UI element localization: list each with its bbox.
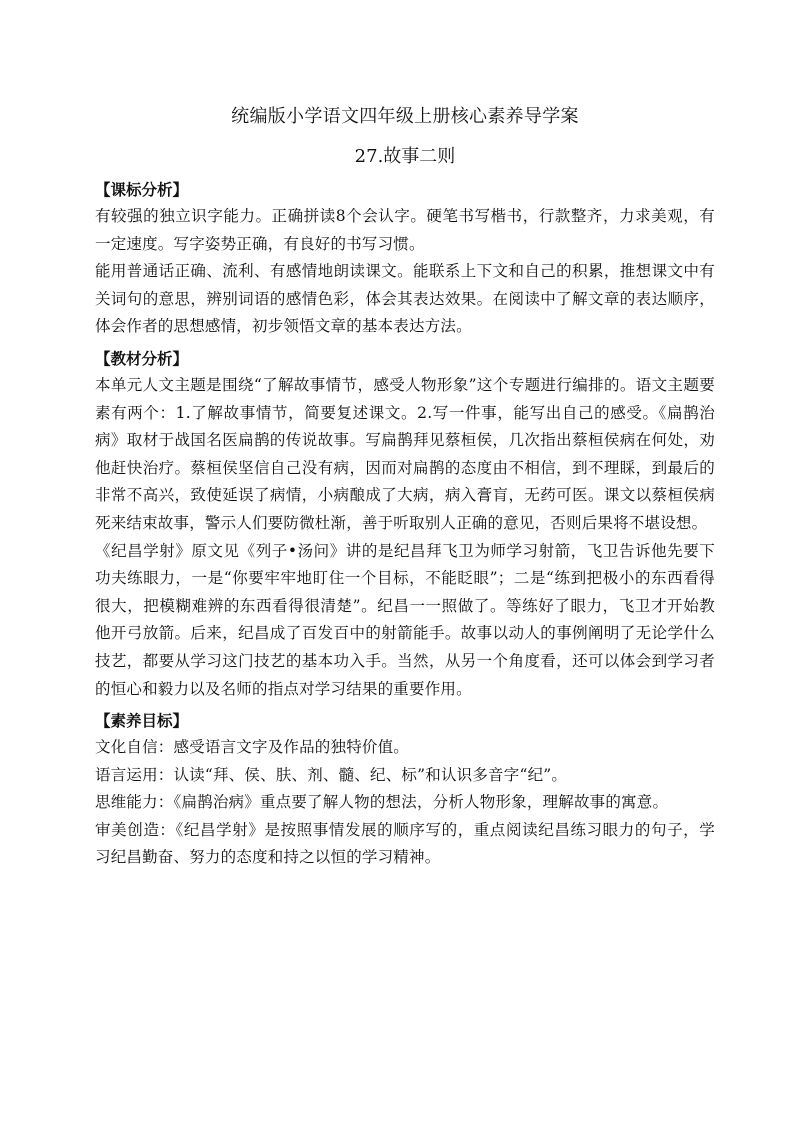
section-heading: 【课标分析】 — [95, 180, 189, 199]
paragraph: 语言运用：认读“拜、侯、肤、剂、髓、纪、标”和认识多音字“纪”。 — [95, 765, 568, 784]
paragraph: 有较强的独立识字能力。正确拼读8个会认字。硬笔书写楷书，行款整齐，力求美观，有一定速度。写字姿势正确，有良好的书写习惯。 — [95, 207, 715, 253]
document-title: 统编版小学语文四年级上册核心素养导学案 — [231, 106, 579, 127]
section-textbook-analysis — [95, 345, 715, 703]
section-heading: 【素养目标】 — [95, 711, 189, 731]
section-literacy-goals — [95, 707, 715, 872]
paragraph: 《纪昌学射》原文见《列子•汤问》讲的是纪昌拜飞卫为师学习射箭，飞卫告诉他先要下功夫练眼力，一是“你要牢牢地盯住一个目标，不能眨眼”；二是“练到把极小的东西看得很大，把模糊难辨的东西看得很清楚”。纪昌一一照做了。等练好了眼力，飞卫才开始教他开弓放箭。后来，纪昌成了百发百中的射箭能手。故事以动人的事例阐明了无论学什么技艺，都要从学习这门技艺的基本功入手。当然，从另一个角度看，还可以体会到学习者的恒心和毅力以及名师的指点对学习结果的重要作用。 — [95, 541, 715, 698]
paragraph: 文化自信：感受语言文字及作品的独特价值。 — [95, 738, 410, 757]
document-content — [95, 102, 715, 872]
section-curriculum-analysis — [95, 176, 715, 341]
paragraph: 能用普通话正确、流利、有感情地朗读课文。能联系上下文和自己的积累，推想课文中有关词句的意思，辨别词语的感情色彩，体会其表达效果。在阅读中了解文章的表达顺序，体会作者的思想感情，初步领悟文章的基本表达方法。 — [95, 262, 715, 336]
paragraph: 本单元人文主题是围绕“了解故事情节，感受人物形象”这个专题进行编排的。语文主题要素有两个：1.了解故事情节，简要复述课文。2.写一件事，能写出自己的感受。《扁鹊治病》取材于战国名医扁鹊的传说故事。写扁鹊拜见蔡桓侯，几次指出蔡桓侯病在何处，劝他赶快治疗。蔡桓侯坚信自己没有病，因而对扁鹊的态度由不相信，到不理睬，到最后的非常不高兴，致使延误了病情，小病酿成了大病，病入膏肓，无药可医。课文以蔡桓侯病死来结束故事，警示人们要防微杜渐，善于听取别人正确的意见，否则后果将不堪设想。 — [95, 375, 715, 532]
lesson-title: 27.故事二则 — [354, 146, 456, 167]
paragraph: 思维能力：《扁鹊治病》重点要了解人物的想法，分析人物形象，理解故事的寓意。 — [95, 793, 669, 812]
section-heading: 【教材分析】 — [95, 348, 189, 368]
paragraph: 审美创造：《纪昌学射》是按照事情发展的顺序写的，重点阅读纪昌练习眼力的句子，学习纪昌勤奋、努力的态度和持之以恒的学习精神。 — [95, 820, 715, 867]
